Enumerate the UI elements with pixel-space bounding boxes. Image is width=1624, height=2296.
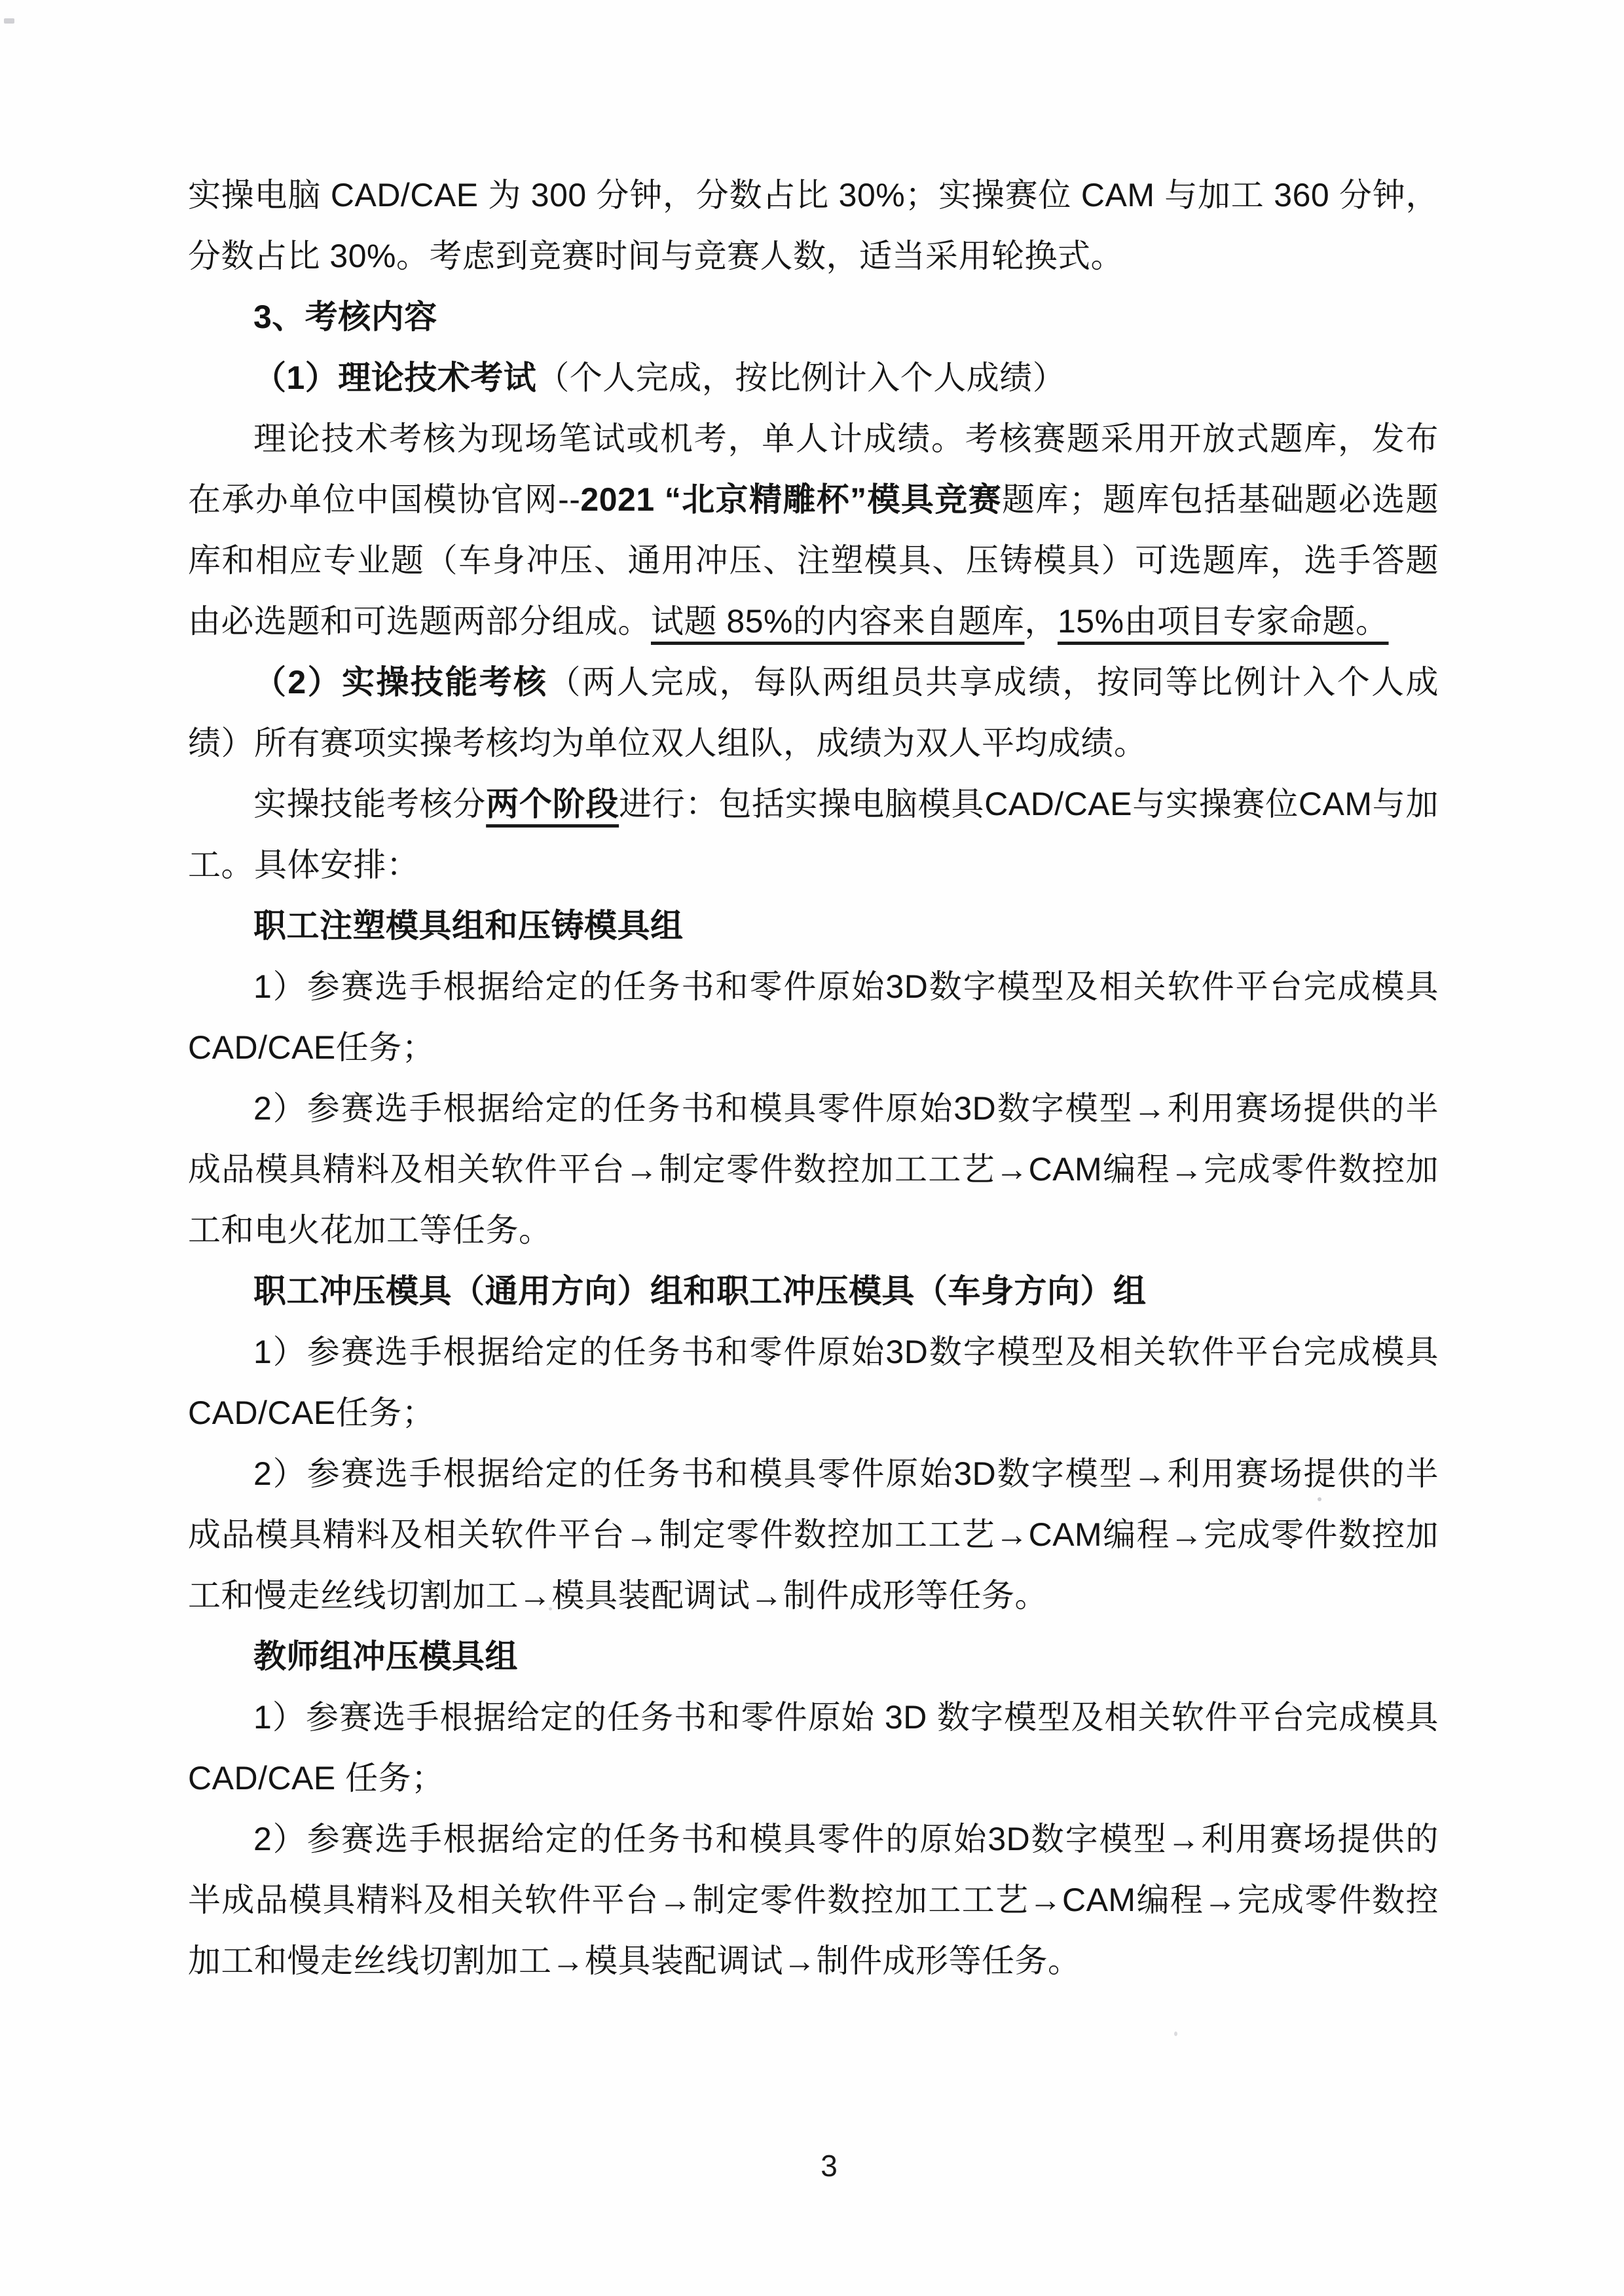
list-item-injection-task1 <box>188 957 1439 1078</box>
task-text: 2）参赛选手根据给定的任务书和模具零件原始3D数字模型→利用赛场提供的半成品模具精料及相关软件平台→制定零件数控加工工艺→CAM编程→完成零件数控加工和慢走丝线切割加工→模具装配调试→制件成形等任务。 <box>188 1455 1439 1614</box>
heading-text: 职工注塑模具组和压铸模具组 <box>253 907 684 944</box>
page-number: 3 <box>821 2149 838 2183</box>
list-item-teacher-task1 <box>188 1687 1439 1809</box>
list-item-stamping-task2 <box>188 1444 1439 1626</box>
paragraph-text: 实操电脑 CAD/CAE 为 300 分钟，分数占比 30%；实操赛位 CAM 与加工 360 分钟，分数占比 30%。考虑到竞赛时间与竞赛人数，适当采用轮换式。 <box>188 177 1439 274</box>
stages-run: 实操技能考核分 <box>253 786 487 822</box>
task-text: 1）参赛选手根据给定的任务书和零件原始 3D 数字模型及相关软件平台完成模具CAD/CAE 任务； <box>188 1699 1439 1796</box>
practical-exam-label: （2）实操技能考核 <box>253 664 548 701</box>
paragraph-practical-exam-title <box>188 652 1439 774</box>
theory-exam-note: （个人完成，按比例计入个人成绩） <box>536 359 1066 396</box>
stages-run: 进行：包括实操电脑模具CAD/CAE与实操赛位CAM与加工。具体安排： <box>188 786 1439 883</box>
heading-text: 3、考核内容 <box>253 299 437 335</box>
scan-speck <box>1174 2032 1177 2036</box>
paragraph-exam-duration <box>188 165 1439 287</box>
task-text: 2）参赛选手根据给定的任务书和模具零件的原始3D数字模型→利用赛场提供的半成品模具精料及相关软件平台→制定零件数控加工工艺→CAM编程→完成零件数控加工和慢走丝线切割加工→模具装配调试→制件成形等任务。 <box>188 1821 1439 1979</box>
list-item-teacher-task2 <box>188 1809 1439 1992</box>
heading-injection-diecasting-group <box>188 896 1439 957</box>
task-text: 1）参赛选手根据给定的任务书和零件原始3D数字模型及相关软件平台完成模具CAD/CAE任务； <box>188 1334 1439 1431</box>
underlined-expert-ratio: 15%由项目专家命题。 <box>1057 603 1389 640</box>
page-footer <box>0 2149 1624 2183</box>
theory-detail-run: 理论技术考核为现场笔试或机考，单人计成绩。考核赛题采用开放式题库，发布在承办单位中国模协官网-- <box>188 420 1439 518</box>
task-text: 1）参赛选手根据给定的任务书和零件原始3D数字模型及相关软件平台完成模具CAD/CAE任务； <box>188 968 1439 1066</box>
scan-speck <box>1318 1497 1321 1501</box>
comma-separator: ， <box>1024 603 1058 640</box>
list-item-injection-task2 <box>188 1078 1439 1261</box>
theory-exam-label: （1）理论技术考试 <box>253 359 537 396</box>
heading-assessment-content <box>188 287 1439 348</box>
heading-teacher-stamping-group <box>188 1626 1439 1687</box>
heading-stamping-groups <box>188 1261 1439 1322</box>
list-item-stamping-task1 <box>188 1322 1439 1444</box>
scan-speck <box>549 1607 552 1611</box>
paragraph-theory-exam-title <box>188 348 1439 409</box>
two-stages-emphasis: 两个阶段 <box>486 786 619 822</box>
document-body <box>188 165 1439 1992</box>
task-text: 2）参赛选手根据给定的任务书和模具零件原始3D数字模型→利用赛场提供的半成品模具精料及相关软件平台→制定零件数控加工工艺→CAM编程→完成零件数控加工和电火花加工等任务。 <box>188 1090 1439 1248</box>
paragraph-practical-stages <box>188 774 1439 896</box>
underlined-question-bank-ratio: 试题 85%的内容来自题库 <box>651 603 1025 640</box>
heading-text: 职工冲压模具（通用方向）组和职工冲压模具（车身方向）组 <box>253 1273 1147 1309</box>
competition-name-bold: 2021 “北京精雕杯”模具竞赛 <box>580 481 1003 518</box>
practical-exam-note: （两人完成，每队两组员共享成绩，按同等比例计入个人成绩）所有赛项实操考核均为单位双人组队，成绩为双人平均成绩。 <box>188 664 1439 761</box>
paragraph-theory-exam-details <box>188 409 1439 652</box>
scan-speck <box>4 18 14 24</box>
theory-detail-run: 题库；题库包括基础题必选题库和相应专业题（车身冲压、通用冲压、注塑模具、压铸模具）可选题库，选手答题由必选题和可选题两部分组成。 <box>188 481 1439 640</box>
heading-text: 教师组冲压模具组 <box>253 1638 518 1675</box>
